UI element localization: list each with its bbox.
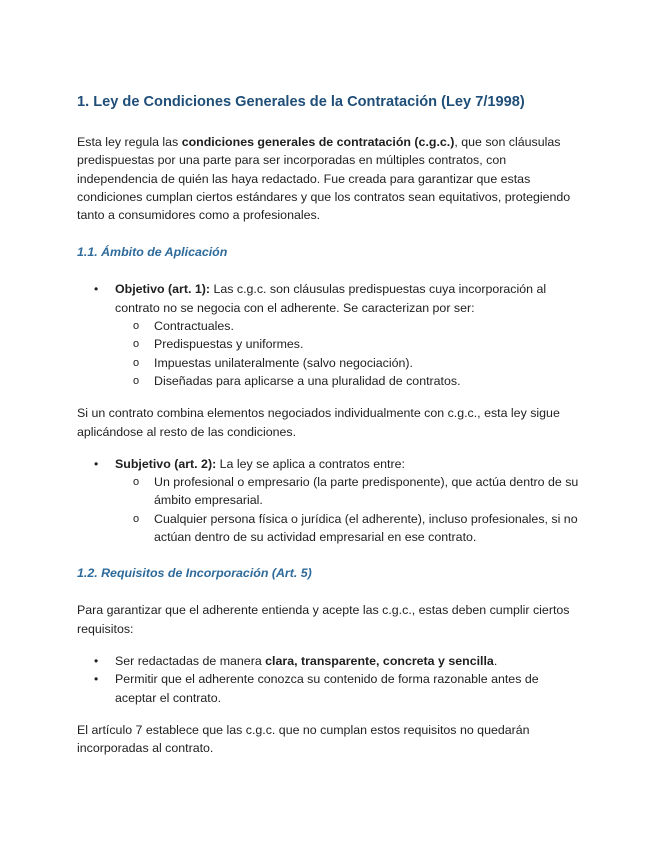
- subjetivo-list: [77, 455, 583, 546]
- sublist-item: [115, 335, 583, 353]
- sub-bullet-glyph: o: [133, 374, 140, 387]
- list-item-objetivo: [77, 280, 583, 390]
- sublist-item: [115, 473, 583, 510]
- sublist-item-text: Contractuales.: [154, 319, 234, 334]
- sub-bullet-glyph: o: [133, 512, 140, 525]
- objetivo-text: Las c.g.c. son cláusulas predispuestas cuya incorporación al contrato no se negocia con el adherente. Se caracterizan por ser:: [115, 282, 547, 315]
- list-item-requisito-redaccion: [77, 652, 583, 670]
- subjetivo-text: La ley se aplica a contratos entre:: [216, 456, 405, 471]
- intro-text-before: Esta ley regula las: [77, 135, 182, 149]
- ambito-list: [77, 280, 583, 390]
- sub-bullet-glyph: o: [133, 356, 140, 369]
- bullet-glyph: •: [94, 672, 99, 687]
- sublist-item-text: Un profesional o empresario (la parte predisponente), que actúa dentro de su ámbito empresarial.: [154, 475, 579, 508]
- requisitos-intro-paragraph: Para garantizar que el adherente entienda y acepte las c.g.c., estas deben cumplir ciertos requisitos:: [77, 603, 570, 636]
- sublist-item-text: Cualquier persona física o jurídica (el adherente), incluso profesionales, si no actúan dentro de su actividad empresarial en ese contrato.: [154, 511, 578, 545]
- sublist-item: [115, 354, 583, 372]
- objetivo-label: Objetivo (art. 1):: [115, 282, 211, 297]
- objetivo-sublist: [115, 317, 583, 390]
- sublist-item: [115, 510, 583, 547]
- bullet-glyph: •: [94, 456, 99, 471]
- sublist-item: [115, 317, 583, 335]
- intro-text-after: , que son cláusulas predispuestas por una parte para ser incorporadas en múltiples contratos, con independencia de quién las haya redactado. Fue creada para garantizar que estas condiciones cumplan ciertos estándares y que los contratos sean equitativos, protegiendo tanto a consumidores como a profesionales.: [77, 135, 571, 223]
- list-item-requisito-conocimiento: [77, 670, 583, 707]
- requisitos-list: [77, 652, 583, 707]
- requisito-text-before: Ser redactadas de manera: [115, 653, 266, 668]
- sub-bullet-glyph: o: [133, 320, 140, 333]
- sublist-item-text: Impuestas unilateralmente (salvo negociación).: [154, 355, 413, 370]
- sublist-item: [115, 372, 583, 390]
- sub-bullet-glyph: o: [133, 476, 140, 489]
- requisito-text: Permitir que el adherente conozca su contenido de forma razonable antes de aceptar el contrato.: [115, 672, 539, 705]
- closing-paragraph: El artículo 7 establece que las c.g.c. que no cumplan estos requisitos no quedarán incorporadas al contrato.: [77, 722, 530, 756]
- bullet-glyph: •: [94, 282, 99, 297]
- sublist-item-text: Diseñadas para aplicarse a una pluralidad de contratos.: [154, 373, 461, 388]
- bullet-glyph: •: [94, 653, 99, 668]
- intro-text-bold: condiciones generales de contratación (c.g.c.): [181, 135, 455, 149]
- subsection-heading-requisitos: 1.2. Requisitos de Incorporación (Art. 5): [77, 566, 312, 581]
- subjetivo-sublist: [115, 473, 583, 546]
- subjetivo-label: Subjetivo (art. 2):: [115, 456, 217, 471]
- sublist-item-text: Predispuestas y uniformes.: [154, 337, 304, 352]
- sub-bullet-glyph: o: [133, 338, 140, 351]
- list-item-subjetivo: [77, 455, 583, 546]
- mixed-contract-paragraph: Si un contrato combina elementos negociados individualmente con c.g.c., esta ley sigue aplicándose al resto de las condiciones.: [77, 406, 560, 439]
- requisito-text-after: .: [493, 653, 498, 668]
- intro-paragraph: [77, 133, 583, 224]
- section-heading: 1. Ley de Condiciones Generales de la Contratación (Ley 7/1998): [77, 94, 525, 110]
- requisito-text-bold: clara, transparente, concreta y sencilla: [265, 653, 494, 668]
- subsection-heading-ambito: 1.1. Ámbito de Aplicación: [77, 245, 228, 260]
